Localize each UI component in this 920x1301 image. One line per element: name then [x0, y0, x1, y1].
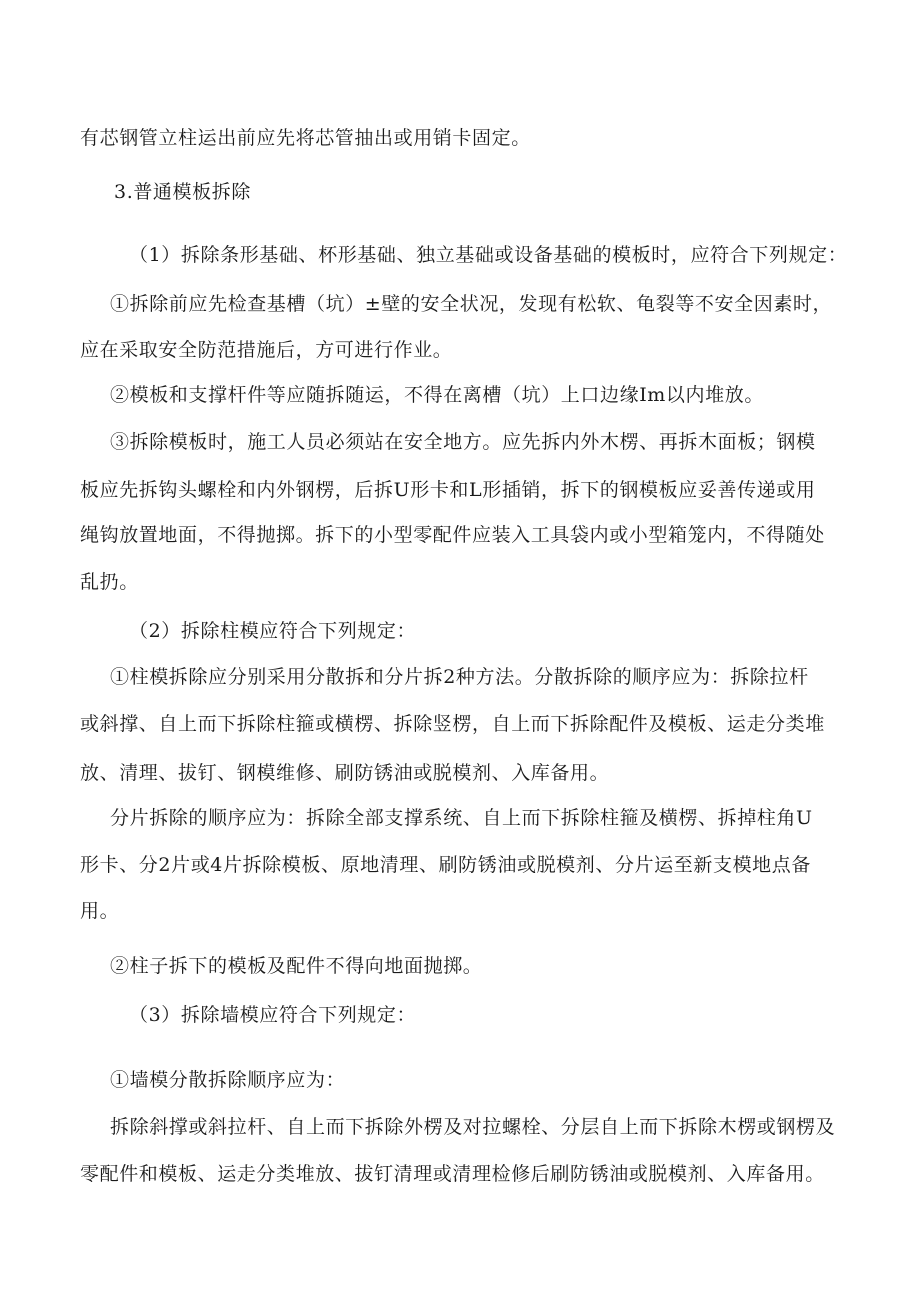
- subsection-heading: （1）拆除条形基础、杯形基础、独立基础或设备基础的模板时，应符合下列规定：: [129, 244, 848, 266]
- paragraph-line: 乱扔。: [80, 571, 139, 593]
- paragraph-line: 放、清理、拔钉、钢模维修、刷防锈油或脱模剂、入库备用。: [80, 762, 610, 784]
- paragraph-line: ①柱模拆除应分别采用分散拆和分片拆2种方法。分散拆除的顺序应为：拆除拉杆: [110, 666, 809, 688]
- paragraph-line: 应在采取安全防范措施后，方可进行作业。: [80, 339, 453, 361]
- paragraph-line: 绳钩放置地面，不得抛掷。拆下的小型零配件应装入工具袋内或小型箱笼内，不得随处: [80, 524, 825, 546]
- paragraph-line: 零配件和模板、运走分类堆放、拔钉清理或清理检修后刷防锈油或脱模剂、入库备用。: [80, 1163, 825, 1185]
- paragraph-line: 用。: [80, 900, 120, 922]
- paragraph-line: ①拆除前应先检查基槽（坑）±壁的安全状况，发现有松软、龟裂等不安全因素时，: [110, 293, 833, 315]
- subsection-heading: （2）拆除柱模应符合下列规定：: [129, 620, 417, 642]
- paragraph-line: 分片拆除的顺序应为：拆除全部支撑系统、自上而下拆除柱箍及横楞、拆掉柱角U: [110, 807, 813, 829]
- paragraph-line: ③拆除模板时，施工人员必须站在安全地方。应先拆内外木楞、再拆木面板；钢模: [110, 431, 816, 453]
- paragraph-line: ②柱子拆下的模板及配件不得向地面抛掷。: [110, 955, 483, 977]
- paragraph-line: 形卡、分2片或4片拆除模板、原地清理、刷防锈油或脱模剂、分片运至新支模地点备: [80, 854, 811, 876]
- paragraph-line: 板应先拆钩头螺栓和内外钢楞，后拆U形卡和L形插销，拆下的钢模板应妥善传递或用: [80, 479, 816, 501]
- paragraph-line: ①墙模分散拆除顺序应为：: [110, 1069, 346, 1091]
- paragraph-line: 拆除斜撑或斜拉杆、自上而下拆除外楞及对拉螺栓、分层自上而下拆除木楞或钢楞及: [110, 1116, 836, 1138]
- paragraph-line: ②模板和支撑杆件等应随拆随运，不得在离槽（坑）上口边缘Im以内堆放。: [110, 384, 764, 406]
- subsection-heading: （3）拆除墙模应符合下列规定：: [129, 1004, 417, 1026]
- paragraph-line: 或斜撑、自上而下拆除柱箍或横楞、拆除竖楞，自上而下拆除配件及模板、运走分类堆: [80, 713, 825, 735]
- section-heading: 3.普通模板拆除: [114, 181, 251, 203]
- paragraph-line: 有芯钢管立柱运出前应先将芯管抽出或用销卡固定。: [80, 127, 531, 149]
